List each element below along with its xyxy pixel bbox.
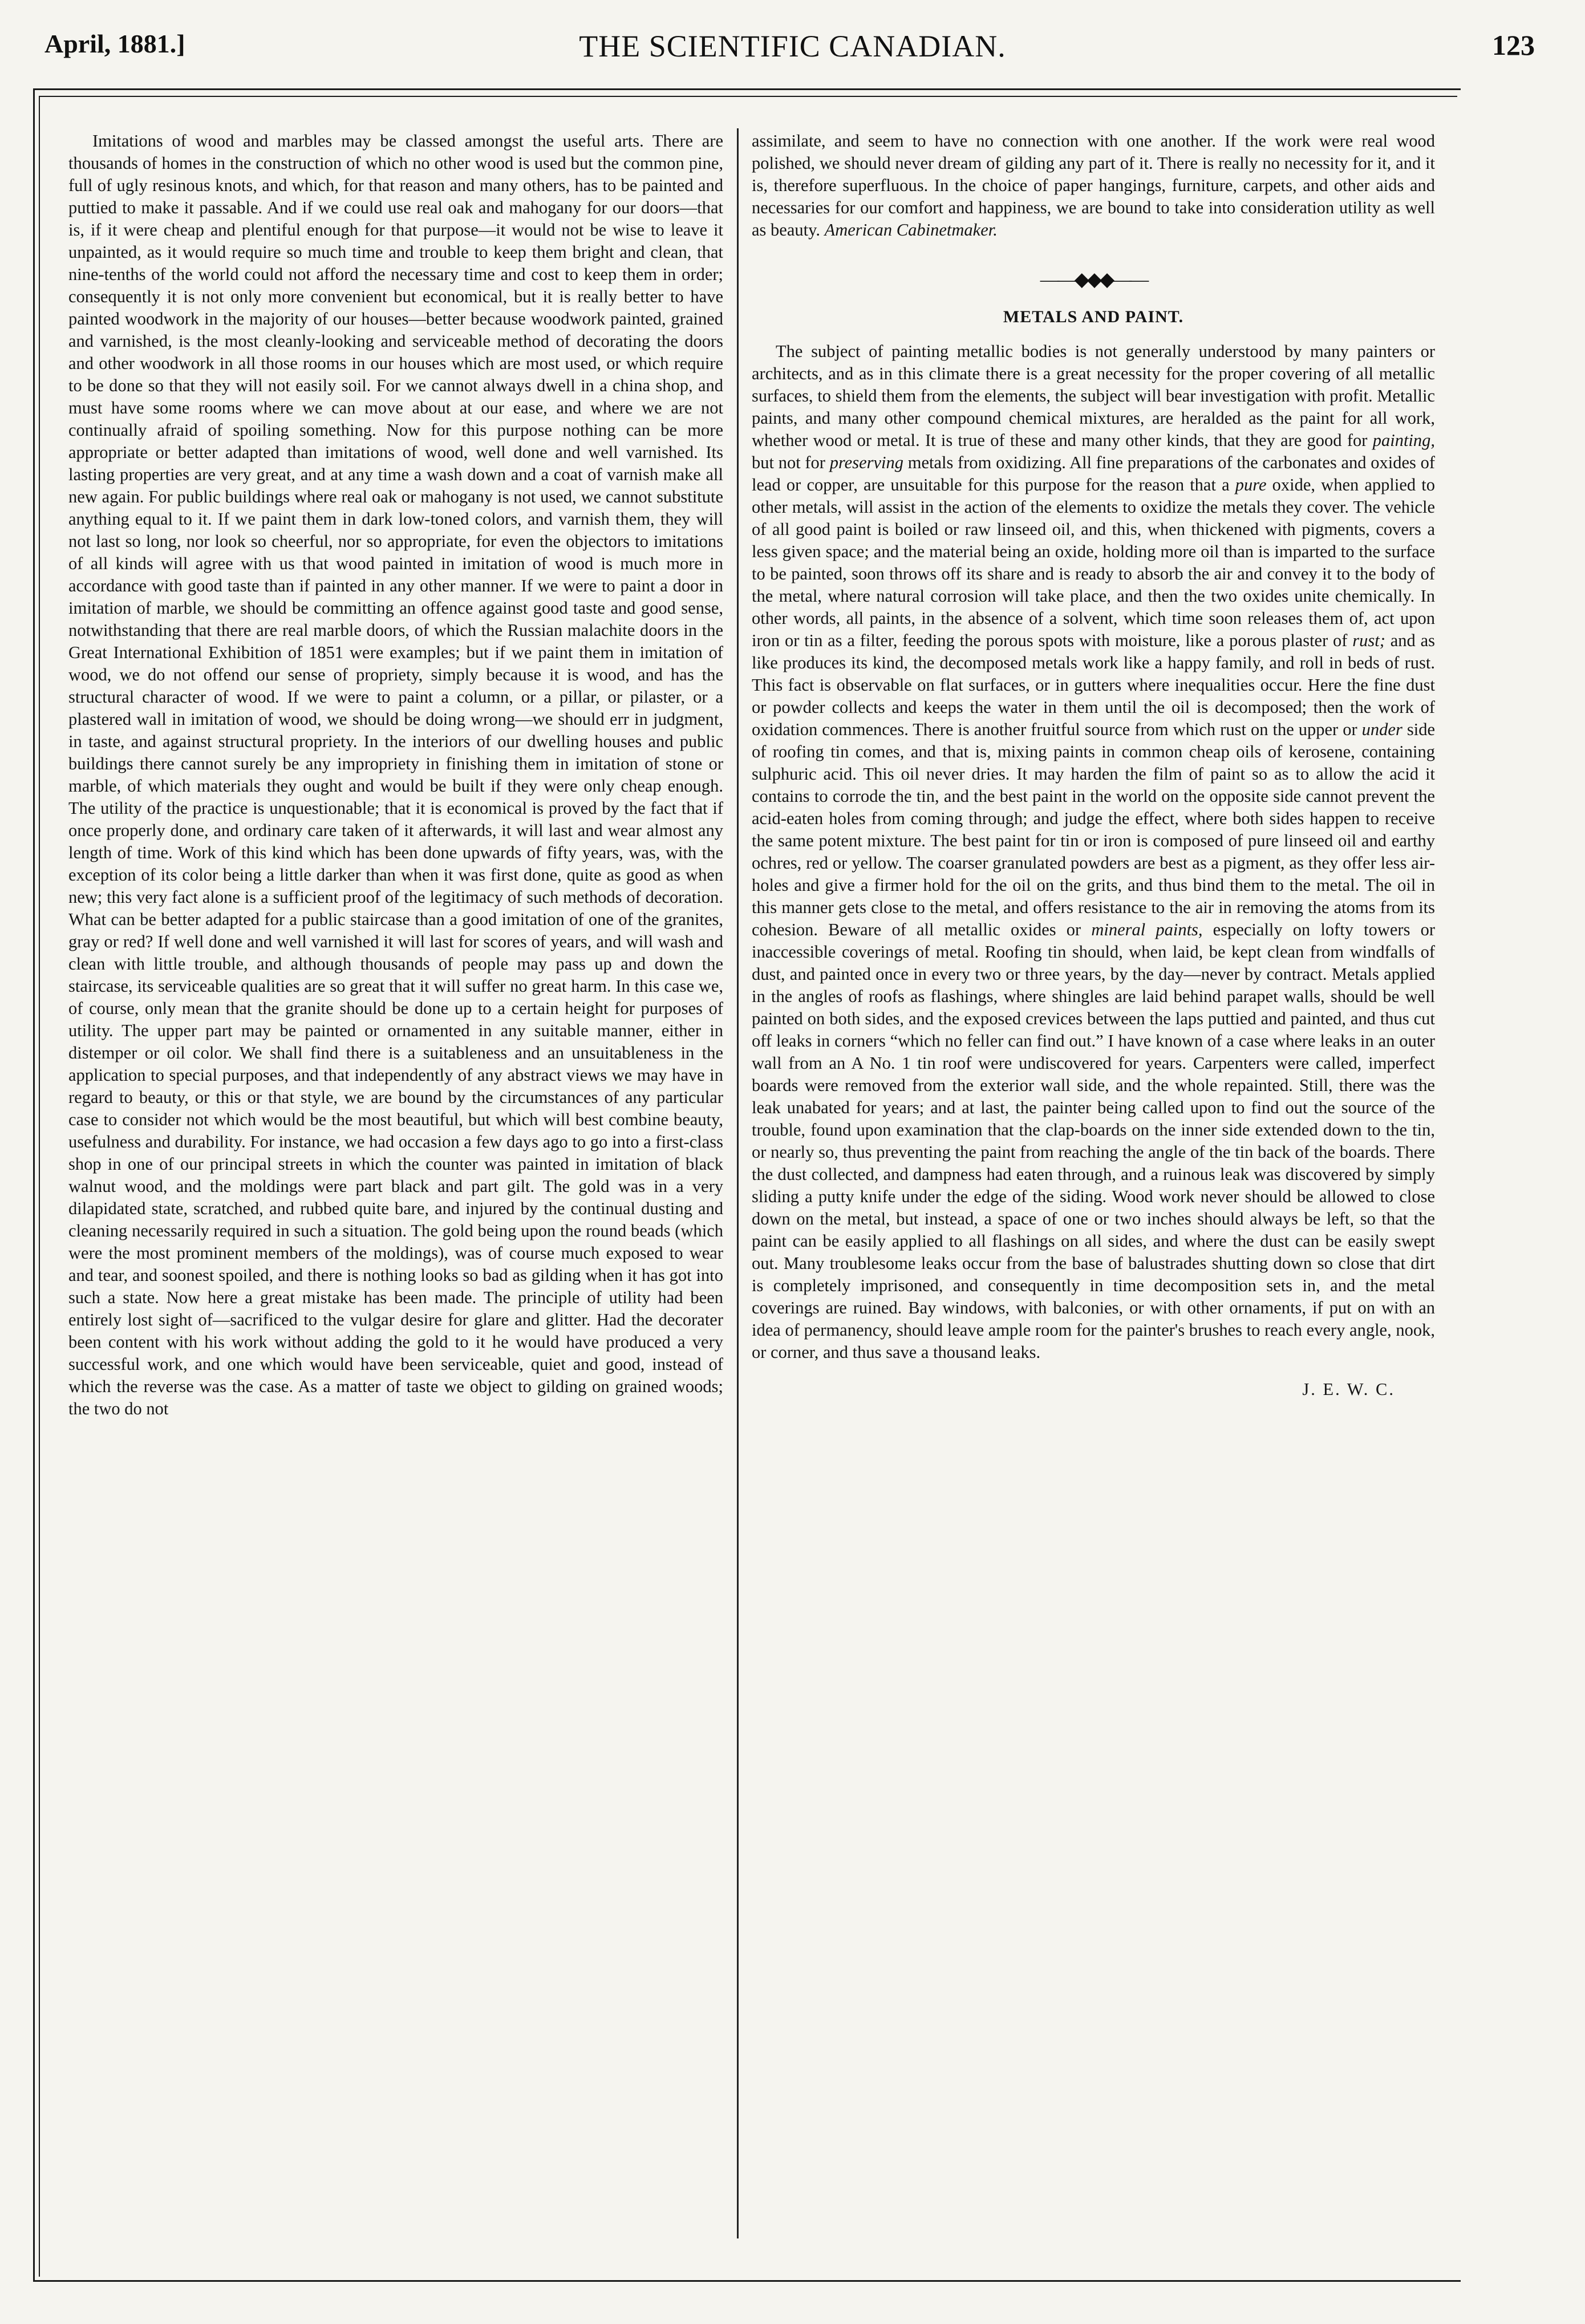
- imitations-article-text: Imitations of wood and marbles may be classed amongst the useful arts. There are thousands of homes in the construction of which no other wood is used but the common pine, full of ugly resinous knots, and which, for that reason and many others, has to be painted and puttied to make it passable. And if we could use real oak and mahogany for our doors—that is, if it were cheap and plentiful enough for that purpose—it would not be wise to leave it unpainted, as it would require so much time and trouble to keep them bright and clean, that nine-tenths of the world could not afford the necessary time and cost to keep them in order; consequently it is not only more convenient but economical, but it is really better to have painted woodwork in the majority of our houses—better because woodwork painted, grained and varnished, is the most cleanly-looking and serviceable method of decorating the doors and other woodwork in all those rooms in our houses which are most used, or which require to be done so that they will not easily soil. For we cannot always dwell in a china shop, and must have some rooms where we can move about at our ease, and where we are not continually afraid of spoiling something. Now for this purpose nothing can be more appropriate or better adapted than imitations of wood, well done and well varnished. Its lasting properties are very great, and at any time a wash down and a coat of varnish make all new again. For public buildings where real oak or mahogany is not used, we cannot substitute anything equal to it. If we paint them in dark low-toned colors, and varnish them, they will not last so long, nor look so cheerful, nor so appropriate, for even the objectors to imitations of all kinds will agree with us that wood painted in imitation of wood is much more in accordance with good taste than if painted in any other manner. If we were to paint a door in imitation of marble, we should be committing an offence against good taste and good sense, notwithstanding that there are real marble doors, of which the Russian malachite doors in the Great International Exhibition of 1851 were examples; but if we paint them in imitation of wood, we do not offend our sense of propriety, simply because it is wood, and has the structural character of wood. If we were to paint a column, or a pillar, or pilaster, or a plastered wall in imitation of wood, we should be doing wrong—we should err in judgment, in taste, and against structural propriety. In the interiors of our dwelling houses and public buildings there cannot surely be any impropriety in finishing them in imitation of stone or marble, of which materials they ought and would be built if they were only cheap enough. The utility of the practice is unquestionable; that it is economical is proved by the fact that if once properly done, and ordinary care taken of it afterwards, it will last and wear almost any length of time. Work of this kind which has been done upwards of fifty years, was, with the exception of its color being a little darker than when it was first done, quite as good as when new; this very fact alone is a sufficient proof of the legitimacy of such methods of decoration. What can be better adapted for a public staircase than a good imitation of one of the granites, gray or red? If well done and well varnished it will last for scores of years, and will wash and clean with little trouble, and although thousands of people may pass up and down the staircase, its serviceable qualities are so great that it will suffer no great harm. In this case we, of course, only mean that the granite should be done up to a certain height for purposes of utility. The upper part may be painted or ornamented in any suitable manner, either in distemper or oil color. We shall find there is a suitableness and an unsuitableness in the application to special purposes, and that independently of any abstract views we may have in regard to beauty, or this or that style, we are bound by the circumstances of any particular case to consider not which would be the most beautiful, but which will best combine beauty, usefulness and durability. For instance, we had occasion a few days ago to go into a first-class shop in one of our principal streets in which the counter was painted in imitation of black walnut wood, and the moldings were part black and part gilt. The gold was in a very dilapidated state, scratched, and rubbed quite bare, and injured by the continual dusting and cleaning necessarily required in such a situation. The gold being upon the round beads (which were the most prominent members of the moldings), was of course much exposed to wear and tear, and soonest spoiled, and there is nothing looks so bad as gilding when it has got into such a state. Now here a great mistake has been made. The principle of utility had been entirely lost sight of—sacrificed to the vulgar desire for glare and glitter. Had the decorater been content with his work without adding the gold to it he would have produced a very successful work, and one which would have been serviceable, quiet and good, instead of which the reverse was the case. As a matter of taste we object to gilding on grained woods; the two do not: [68, 131, 723, 1418]
- author-signature: J. E. W. C.: [1302, 1380, 1395, 1399]
- page-number: 123: [1492, 29, 1535, 61]
- article-text-5: and as like produces its kind, the decomposed metals work like a happy family, and roll in beds of rust. This fact is observable on flat surfaces, or in gutters where inequalities occur. Here the fine dust or powder collects and keeps the water in them until the oil is decomposed; then the work of oxidation commences. There is another fruitful source from which rust on the upper or: [752, 631, 1435, 739]
- article-text-7: especially on lofty towers or inaccessible coverings of metal. Roofing tin should, when laid, be kept clean from windfalls of dust, and painted once in every two or three years, by the day—never by contract. Metals applied in the angles of roofs as flashings, where shingles are laid behind parapet walls, should be well painted on both sides, and the exposed crevices between the laps puttied and painted, and thus cut off leaks in corners “which no feller can find out.” I have known of a case where leaks in an outer wall from an A No. 1 tin roof were undiscovered for years. Carpenters were called, imperfect boards were removed from the exterior wall side, and the whole repainted. Still, there was the leak unabated for years; and at last, the painter being called upon to find out the source of the trouble, found upon examination that the clap-boards on the inner side extended down to the tin, or nearly so, thus preventing the paint from reaching the angle of the tin back of the boards. There the dust collected, and dampness had eaten through, and a ruinous leak was discovered by simply sliding a putty knife under the edge of the siding. Wood work never should be allowed to close down on the metal, but instead, a space of one or two inches should always be left, so that the paint can be easily applied to all flashings on all sides, and where the dust can be easily swept out. Many troublesome leaks occur from the base of balustrades shutting down so close that dirt is completely imprisoned, and consequently in time decomposition sets in, and the metal coverings are ruined. Bay windows, with balconies, or with other ornaments, if put on with an idea of permanency, should leave ample room for the painter's brushes to reach every angle, nook, or corner, and thus save a thousand leaks.: [752, 920, 1436, 1362]
- article-emphasis-3: pure: [1235, 475, 1267, 494]
- article-emphasis-1: painting,: [1372, 431, 1436, 450]
- publication-title: THE SCIENTIFIC CANADIAN.: [579, 29, 1006, 63]
- article-heading: METALS AND PAINT.: [1003, 307, 1184, 326]
- article-text-3: metals from oxidizing. All fine preparations of the carbonates and oxides of lead or copper, are unsuitable for this purpose for the reason that a: [752, 453, 1435, 494]
- article-text-6: side of roofing tin comes, and that is, mixing paints in common cheap oils of kerosene, containing sulphuric acid. This oil never dries. It may harden the film of paint so as to allow the acid it contains to corrode the tin, and the best paint in the world on the opposite side cannot prevent the acid-eaten holes from coming through; and judge the effect, where both sides happen to receive the same potent mixture. The best paint for tin or iron is composed of pure linseed oil and earthy ochres, red or yellow. The coarser granulated powders are best as a pigment, as they offer less air-holes and give a firmer hold for the oil on the grits, and thus bind them to the metal. The oil in this manner gets close to the metal, and offers resistance to the air in removing the atoms from its cohesion. Beware of all metallic oxides or: [752, 720, 1435, 939]
- continuation-text: assimilate, and seem to have no connection with one another. If the work were real wood polished, we should never dream of gilding any part of it. There is really no necessity for it, and it is, therefore superfluous. In the choice of paper hangings, furniture, carpets, and other aids and necessaries for our comfort and happiness, we are bound to take into consideration utility as well as beauty.: [752, 131, 1435, 240]
- issue-date: April, 1881.]: [44, 29, 185, 58]
- continuation-source: American Cabinetmaker.: [824, 220, 998, 240]
- column-divider: [737, 128, 739, 2238]
- article-text-2: but not for: [752, 453, 830, 472]
- article-emphasis-5: under: [1361, 720, 1402, 739]
- article-text-4: oxide, when applied to other metals, will assist in the action of the elements to oxidize the metals they cover. The vehicle of all good paint is boiled or raw linseed oil, and this, when thickened with pigments, covers a less given space; and the material being an oxide, holding more oil than is imparted to the surface to be painted, soon throws off its share and is ready to absorb the air and convey it to the body of the metal, where natural corrosion will take place, and then the two oxides unite chemically. In other words, all paints, in the absence of a solvent, which time soon releases them of, act upon iron or tin as a filter, feeding the porous spots with moisture, like a porous plaster of: [752, 475, 1435, 650]
- left-column: [68, 130, 723, 1420]
- section-ornament: ——◆◆◆——: [1040, 269, 1147, 290]
- right-column: [752, 130, 1435, 1401]
- metals-article-text: [752, 340, 1435, 1364]
- article-emphasis-4: rust;: [1352, 631, 1385, 650]
- article-emphasis-6: mineral paints,: [1091, 920, 1203, 939]
- continuation-paragraph: [752, 130, 1435, 241]
- article-text-1: The subject of painting metallic bodies is not generally understood by many painters or architects, and as in this climate there is a great necessity for the proper covering of all metallic surfaces, to shield them from the elements, the subject will bear investigation with profit. Metallic paints, and many other compound chemical mixtures, are heralded as the paint for all work, whether wood or metal. It is true of these and many other kinds, that they are good for: [752, 342, 1435, 450]
- article-emphasis-2: preserving: [829, 453, 903, 472]
